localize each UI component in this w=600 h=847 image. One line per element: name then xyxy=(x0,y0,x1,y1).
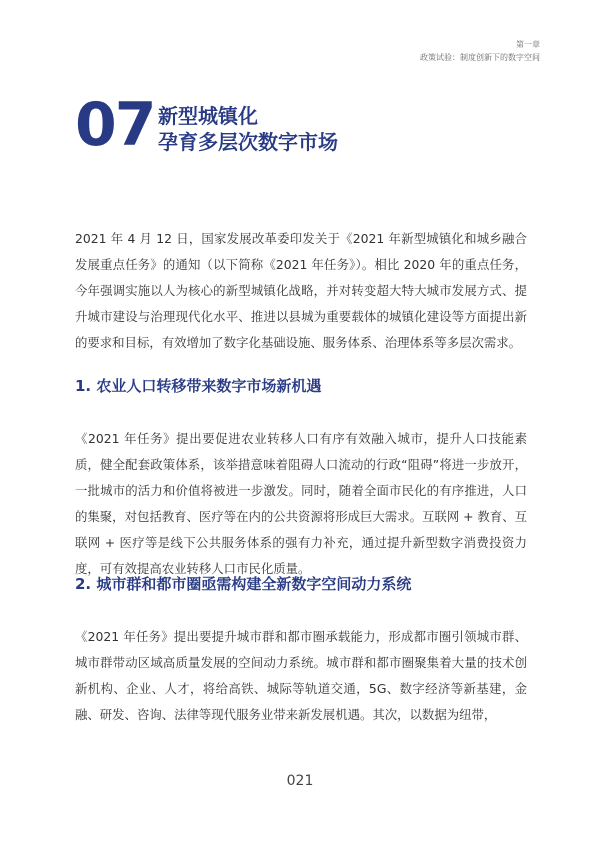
chapter-number: 07 xyxy=(75,90,155,160)
chapter-title xyxy=(158,103,338,155)
page-number: 021 xyxy=(286,773,314,789)
running-head-chapter: 第一章 xyxy=(516,40,540,49)
running-head-subtitle: 政策试验：制度创新下的数字空间 xyxy=(420,53,540,62)
section1-paragraph: 《2021 年任务》提出要促进农业转移人口有序有效融入城市，提升人口技能素质，健全配套政策体系，该举措意味着阻碍人口流动的行政“阻碍”将进一步放开，一批城市的活力和价值将被进一步激发。同时，随着全面市民化的有序推进，人口的集聚，对包括教育、医疗等在内的公共资源将形成巨大需求。互联网 + 教育、互联网 + 医疗等是线下公共服务体系的强有力补充，通过提升新型数字消费投资力度，可有效提高农业转移人口市民化质量。 xyxy=(75,431,527,576)
section2-paragraph: 《2021 年任务》提出要提升城市群和都市圈承载能力，形成都市圈引领城市群、城市群带动区域高质量发展的空间动力系统。城市群和都市圈聚集着大量的技术创新机构、企业、人才，将给高铁、城际等轨道交通，5G、数字经济等新基建，金融、研发、咨询、法律等现代服务业带来新发展机遇。其次，以数据为纽带， xyxy=(75,629,527,722)
section-heading-1: 1. 农业人口转移带来数字市场新机遇 xyxy=(75,377,322,395)
chapter-title-line2: 孕育多层次数字市场 xyxy=(158,130,338,154)
section-heading-2: 2. 城市群和都市圈亟需构建全新数字空间动力系统 xyxy=(75,575,412,593)
running-head xyxy=(420,38,540,64)
intro-paragraph: 2021 年 4 月 12 日，国家发展改革委印发关于《2021 年新型城镇化和城乡融合发展重点任务》的通知（以下简称《2021 年任务》）。相比 2020 年的重点任务，今年强调实施以人为核心的新型城镇化战略，并对转变超大特大城市发展方式、提升城市建设与治理现代化水平、推进以县城为重要载体的城镇化建设等方面提出新的要求和目标，有效增加了数字化基础设施、服务体系、治理体系等多层次需求。 xyxy=(75,231,527,350)
chapter-title-line1: 新型城镇化 xyxy=(158,104,258,128)
